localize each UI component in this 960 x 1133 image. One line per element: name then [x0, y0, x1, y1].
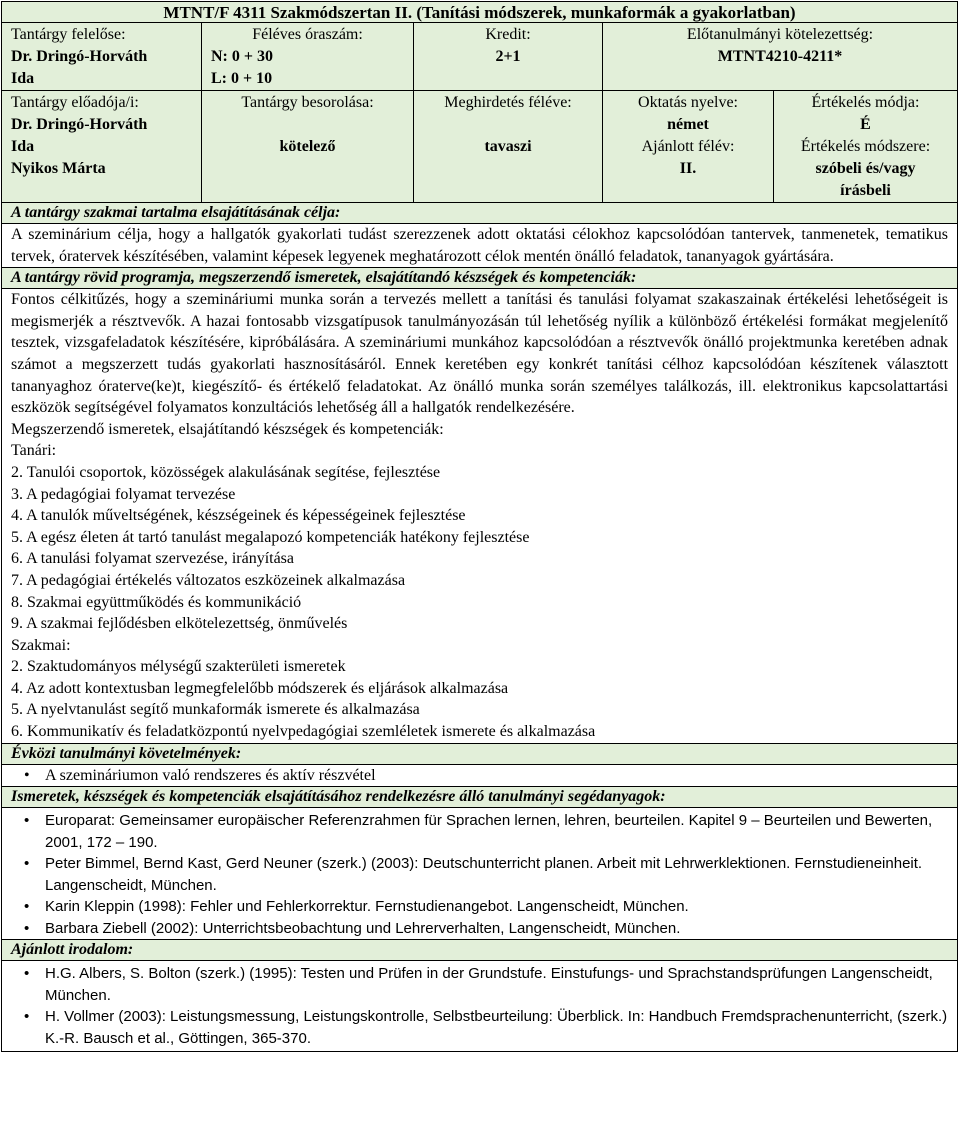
meghirdetes-label: Meghirdetés féléve:	[444, 94, 572, 111]
bullet-icon: •	[24, 898, 30, 916]
meghirdetes-value: tavaszi	[484, 138, 532, 155]
szakmai-item: 4. Az adott kontextusban legmegfelelőbb módszerek és eljárások alkalmazása	[11, 679, 509, 697]
elotan-label: Előtanulmányi kötelezettség:	[686, 26, 874, 43]
bullet-icon: •	[24, 965, 30, 983]
kredit-label: Kredit:	[485, 26, 531, 43]
list-item: • H.G. Albers, S. Bolton (szerk.) (1995): Testen und Prüfen in der Grundstufe. Einstufungs- und Sprachstandsprüfungen Langenscheidt, München.	[24, 965, 933, 1004]
meghirdetes-cell	[414, 91, 603, 203]
ertekeles-mod-label: Értékelés módja:	[811, 94, 920, 111]
oraszam-label: Féléves óraszám:	[252, 26, 363, 43]
tanari-item: 6. A tanulási folyamat szervezése, irányítása	[11, 550, 295, 568]
irodalom-heading: Ajánlott irodalom:	[2, 940, 958, 961]
list-item: • Barbara Ziebell (2002): Unterrichtsbeobachtung und Lehrerverhalten, Langenscheidt, München.	[45, 918, 948, 940]
ajanlott-value: II.	[679, 160, 697, 177]
oraszam-l: L: 0 + 10	[211, 70, 273, 87]
evkozi-heading: Évközi tanulmányi követelmények:	[2, 743, 958, 764]
besorolas-cell	[202, 91, 414, 203]
felelos-cell	[2, 23, 202, 91]
segedanyag-heading: Ismeretek, készségek és kompetenciák elsajátításához rendelkezésre álló tanulmányi segédanyagok:	[2, 787, 958, 808]
szakmai-item: 2. Szaktudományos mélységű szakterületi ismeretek	[11, 658, 346, 676]
course-description-table	[1, 1, 958, 1052]
tanari-label: Tanári:	[11, 442, 57, 460]
bullet-icon: •	[24, 1008, 30, 1026]
nyelv-label: Oktatás nyelve:	[638, 94, 738, 111]
tanari-item: 8. Szakmai együttműködés és kommunikáció	[11, 593, 302, 611]
felelos-name-2: Ida	[11, 70, 35, 87]
ertekeles-modszer-value-2: írásbeli	[840, 182, 891, 199]
tanari-item: 2. Tanulói csoportok, közösségek alakulásának segítése, fejlesztése	[11, 463, 441, 481]
bullet-icon: •	[24, 919, 30, 937]
list-item: • A szemináriumon való rendszeres és aktív részvétel	[45, 765, 948, 787]
cel-text: A szeminárium célja, hogy a hallgatók gyakorlati tudást szerezzenek adott oktatási célokhoz kapcsolódóan tantervek, tanmenetek, tematikus tervek, óratervek készítésében, valamint képesek legyenek meghatározott célok mentén önálló feladatok, tananyagok gyártására.	[2, 224, 958, 268]
szakmai-item: 6. Kommunikatív és feladatközpontú nyelvpedagógiai szemléletek ismerete és alkalmazása	[11, 723, 596, 741]
eloado-cell	[2, 91, 202, 203]
list-item: • Karin Kleppin (1998): Fehler und Fehlerkorrektur. Fernstudienangebot. Langenscheidt, München.	[45, 896, 948, 918]
besorolas-label: Tantárgy besorolása:	[241, 94, 374, 111]
list-item: • Europarat: Gemeinsamer europäischer Referenzrahmen für Sprachen lernen, lehren, beurteilen. Kapitel 9 – Beurteilen und Bewerten, 2001, 172 – 190.	[24, 812, 933, 851]
kredit-cell	[414, 23, 603, 91]
irodalom-body	[2, 961, 958, 1052]
program-text: Fontos célkitűzés, hogy a szemináriumi munka során a tervezés mellett a tanítási és tanulási folyamat szakaszainak értékelési lehetőségeit is megismerjék a résztvevők. A hazai fontosabb vizsgatípusok tanulmányozásán túl lehetőség nyílik a különböző értékelési formákat megjelenítő tesztek, vizsgafeladatok készítésére, kipróbálására. A szemináriumi munkához kapcsolódóan a résztvevők önálló projektmunka keretében adnak számot a megszerzett tudás gyakorlati hasznosításáról. Ennek keretében egy konkrét tanítási célhoz kapcsolódóan készítenek választott tananyaghoz óraterve(ke)t, kiegészítő- és értékelő feladatokat. Az önálló munka során személyes találkozás, ill. elektronikus kapcsolattartási eszközök segítségével folyamatos konzultációs lehetőség áll a hallgatók rendelkezésére.	[11, 291, 949, 417]
eloado-name-3: Nyikos Márta	[11, 160, 106, 177]
eloado-name-2: Ida	[11, 138, 35, 155]
elotan-value: MTNT4210-4211*	[717, 48, 843, 65]
nyelv-cell	[603, 91, 774, 203]
szakmai-item: 5. A nyelvtanulást segítő munkaformák ismerete és alkalmazása	[11, 701, 420, 719]
bullet-icon: •	[24, 766, 30, 784]
komp-heading: Megszerzendő ismeretek, elsajátítandó készségek és kompetenciák:	[11, 420, 444, 438]
bullet-icon: •	[24, 812, 30, 830]
document-page	[1, 1, 959, 1131]
list-item: • H. Vollmer (2003): Leistungsmessung, Leistungskontrolle, Selbstbeurteilung: Überblick. In: Handbuch Fremdsprachenunterricht, (szerk.) K.-R. Bausch et al., Göttingen, 365-370.	[24, 1008, 948, 1047]
oraszam-n: N: 0 + 30	[211, 48, 273, 65]
evkozi-list	[11, 765, 948, 787]
ajanlott-label: Ajánlott félév:	[641, 138, 735, 155]
tanari-item: 5. A egész életen át tartó tanulást megalapozó kompetenciák hatékony fejlesztése	[11, 528, 530, 546]
course-title: MTNT/F 4311 Szakmódszertan II. (Tanítási módszerek, munkaformák a gyakorlatban)	[2, 2, 958, 23]
program-body	[2, 289, 958, 743]
ertekeles-modszer-label: Értékelés módszere:	[800, 138, 931, 155]
bullet-icon: •	[24, 855, 30, 873]
felelos-label: Tantárgy felelőse:	[11, 26, 126, 43]
kredit-value: 2+1	[495, 48, 521, 65]
ertekeles-cell	[774, 91, 958, 203]
szakmai-label: Szakmai:	[11, 636, 71, 654]
besorolas-value: kötelező	[279, 138, 336, 155]
nyelv-value: német	[667, 116, 709, 133]
ertekeles-modszer-value-1: szóbeli és/vagy	[815, 160, 916, 177]
tanari-item: 9. A szakmai fejlődésben elkötelezettség, önművelés	[11, 615, 348, 633]
info-row-2	[2, 91, 958, 203]
info-row-1	[2, 23, 958, 91]
cel-heading: A tantárgy szakmai tartalma elsajátításának célja:	[2, 203, 958, 224]
eloado-name-1: Dr. Dringó-Horváth	[11, 116, 148, 133]
tanari-item: 3. A pedagógiai folyamat tervezése	[11, 485, 236, 503]
oraszam-cell	[202, 23, 414, 91]
list-item: • Peter Bimmel, Bernd Kast, Gerd Neuner (szerk.) (2003): Deutschunterricht planen. Arbeit mit Lehrwerklektionen. Fernstudieneinheit. Langenscheidt, München.	[24, 855, 923, 894]
segedanyag-body	[2, 808, 958, 940]
ertekeles-mod-value: É	[860, 116, 871, 133]
segedanyag-list	[11, 810, 948, 939]
evkozi-body	[2, 764, 958, 787]
tanari-item: 7. A pedagógiai értékelés változatos eszközeinek alkalmazása	[11, 571, 406, 589]
tanari-item: 4. A tanulók műveltségének, készségeinek és képességeinek fejlesztése	[11, 507, 466, 525]
program-heading: A tantárgy rövid programja, megszerzendő ismeretek, elsajátítandó készségek és kompetenciák:	[2, 268, 958, 289]
elotan-cell	[603, 23, 958, 91]
irodalom-list	[11, 963, 948, 1049]
felelos-name-1: Dr. Dringó-Horváth	[11, 48, 148, 65]
eloado-label: Tantárgy előadója/i:	[11, 94, 139, 111]
